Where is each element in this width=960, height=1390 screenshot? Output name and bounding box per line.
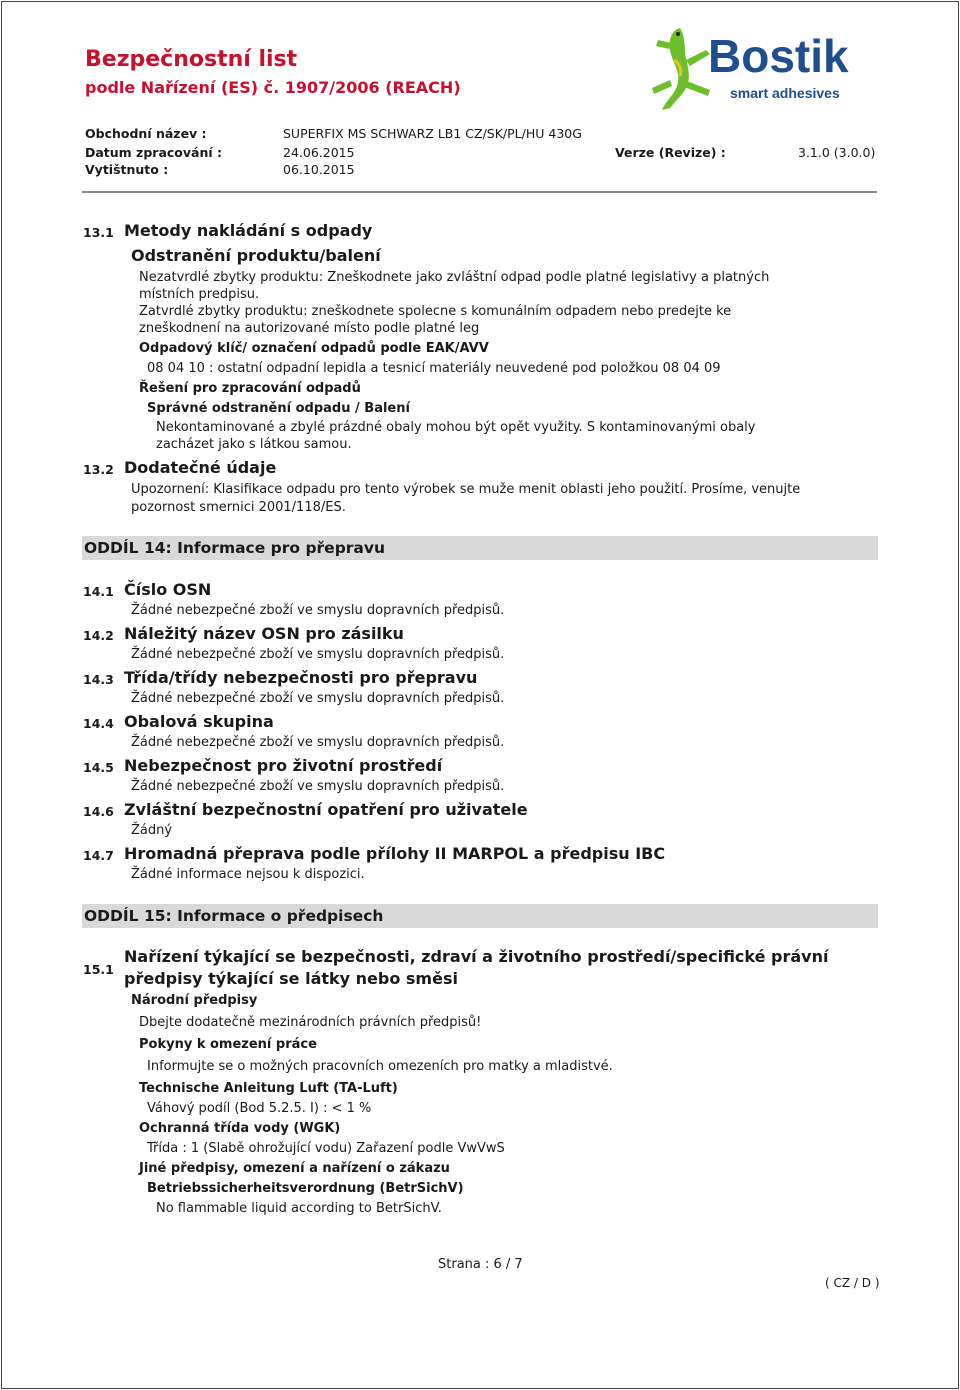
section-number: 15.1	[83, 962, 114, 977]
section-15-title: ODDÍL 15: Informace o předpisech	[84, 907, 384, 925]
paragraph: No flammable liquid according to BetrSichV.	[156, 1201, 442, 1216]
paragraph: Zatvrdlé zbytky produktu: zneškodnete spolecne s komunálním odpadem nebo predejte ke	[139, 304, 732, 319]
paragraph: místních predpisu.	[139, 287, 260, 302]
section-heading: Metody nakládání s odpady	[124, 221, 373, 240]
section-number: 14.3	[83, 672, 114, 687]
paragraph: Dbejte dodatečně mezinárodních právních předpisů!	[139, 1015, 482, 1030]
paragraph: pozornost smernici 2001/118/ES.	[131, 500, 346, 515]
section-14-bar	[82, 536, 878, 560]
paragraph: Informujte se o možných pracovních omezeních pro matky a mladistvé.	[147, 1059, 613, 1074]
section-number: 13.1	[83, 225, 114, 240]
subheading: Betriebssicherheitsverordnung (BetrSichV)	[147, 1181, 464, 1196]
version-value: 3.1.0 (3.0.0)	[798, 145, 876, 160]
printed-value: 06.10.2015	[283, 162, 355, 177]
section-heading: Hromadná přeprava podle přílohy II MARPOL a předpisu IBC	[124, 844, 666, 863]
paragraph: Žádný	[131, 823, 173, 838]
subheading: Pokyny k omezení práce	[139, 1037, 317, 1052]
section-heading: Nařízení týkající se bezpečnosti, zdraví a životního prostředí/specifické právní	[124, 947, 829, 966]
section-number: 14.2	[83, 628, 114, 643]
printed-label: Vytištnuto :	[85, 162, 169, 177]
section-number: 14.4	[83, 716, 114, 731]
version-label: Verze (Revize) :	[615, 145, 726, 160]
paragraph: Upozornení: Klasifikace odpadu pro tento výrobek se muže menit oblasti jeho použití. Prosíme, venujte	[131, 482, 801, 497]
subheading: Správné odstranění odpadu / Balení	[147, 401, 410, 416]
section-heading: Nebezpečnost pro životní prostředí	[124, 756, 443, 775]
section-number: 14.1	[83, 584, 114, 599]
paragraph: Žádné nebezpečné zboží ve smyslu dopravních předpisů.	[131, 691, 505, 706]
section-number: 13.2	[83, 462, 114, 477]
paragraph: Váhový podíl (Bod 5.2.5. I) : < 1 %	[147, 1101, 372, 1116]
section-15-bar	[82, 904, 878, 928]
subheading: Technische Anleitung Luft (TA-Luft)	[139, 1081, 398, 1096]
document-subtitle: podle Nařízení (ES) č. 1907/2006 (REACH)	[85, 78, 461, 97]
waste-code: 08 04 10 : ostatní odpadní lepidla a tesnicí materiály neuvedené pod položkou 08 04 09	[147, 361, 721, 376]
section-number: 14.5	[83, 760, 114, 775]
paragraph: zneškodnení na autorizované místo podle platné leg	[139, 321, 480, 336]
date-label: Datum zpracování :	[85, 145, 222, 160]
gecko-icon	[652, 28, 710, 110]
section-number: 14.6	[83, 804, 114, 819]
trade-name-label: Obchodní název :	[85, 126, 207, 141]
subheading: Ochranná třída vody (WGK)	[139, 1121, 341, 1136]
locale-code: ( CZ / D )	[825, 1276, 880, 1290]
section-heading: Třída/třídy nebezpečnosti pro přepravu	[124, 668, 478, 687]
paragraph: Žádné nebezpečné zboží ve smyslu dopravních předpisů.	[131, 735, 505, 750]
subheading: Odstranění produktu/balení	[131, 246, 381, 265]
subheading: Národní předpisy	[131, 993, 258, 1008]
header-divider	[82, 191, 877, 193]
section-heading: Obalová skupina	[124, 712, 274, 731]
section-heading: Náležitý název OSN pro zásilku	[124, 624, 404, 643]
paragraph: Žádné nebezpečné zboží ve smyslu dopravních předpisů.	[131, 779, 505, 794]
page-number: Strana : 6 / 7	[438, 1257, 523, 1272]
section-heading: předpisy týkající se látky nebo směsi	[124, 969, 458, 988]
bostik-logo	[650, 20, 890, 130]
paragraph: Žádné informace nejsou k dispozici.	[131, 867, 365, 882]
trade-name-value: SUPERFIX MS SCHWARZ LB1 CZ/SK/PL/HU 430G	[283, 126, 582, 141]
paragraph: Nezatvrdlé zbytky produktu: Zneškodnete jako zvláštní odpad podle platné legislativy a platných	[139, 270, 770, 285]
section-14-title: ODDÍL 14: Informace pro přepravu	[84, 539, 386, 557]
subheading: Řešení pro zpracování odpadů	[139, 381, 361, 396]
paragraph: Žádné nebezpečné zboží ve smyslu dopravních předpisů.	[131, 603, 505, 618]
logo-tagline-text: smart adhesives	[730, 85, 840, 101]
paragraph: Nekontaminované a zbylé prázdné obaly mohou být opět využity. S kontaminovanými obaly	[156, 420, 756, 435]
logo-brand-text: Bostik	[708, 30, 849, 82]
paragraph: Třída : 1 (Slabě ohrožující vodu) Zařazení podle VwVwS	[147, 1141, 505, 1156]
subheading: Jiné předpisy, omezení a nařízení o zákazu	[139, 1161, 450, 1176]
date-value: 24.06.2015	[283, 145, 355, 160]
paragraph: Žádné nebezpečné zboží ve smyslu dopravních předpisů.	[131, 647, 505, 662]
section-heading: Dodatečné údaje	[124, 458, 277, 477]
paragraph: zacházet jako s látkou samou.	[156, 437, 352, 452]
document-title: Bezpečnostní list	[85, 47, 298, 72]
section-number: 14.7	[83, 848, 114, 863]
section-heading: Číslo OSN	[124, 580, 212, 599]
subheading: Odpadový klíč/ označení odpadů podle EAK/AVV	[139, 341, 489, 356]
section-heading: Zvláštní bezpečnostní opatření pro uživatele	[124, 800, 528, 819]
